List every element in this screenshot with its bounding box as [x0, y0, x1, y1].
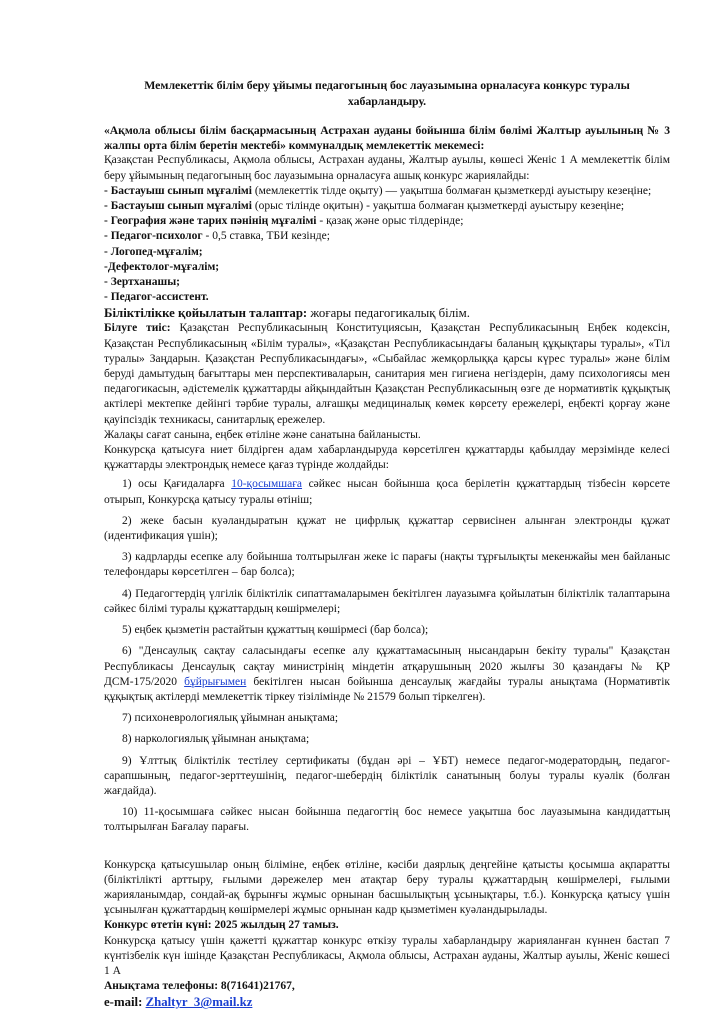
contact-phone: Анықтама телефоны: 8(71641)21767,	[104, 980, 295, 993]
extra-info: Конкурсқа қатысушылар оның біліміне, еңбек өтіліне, кәсіби даярлық деңгейіне қатысты қосымша ақпаратты (біліктілікті арттыру, ғылыми дәрежелер мен атақтар беру туралы құжаттардың көшірмелері, ғылыми жарияланымдар, сондай-ақ бұрынғы жұмыс орнынан басшылықтың ұсынықтары, т.б.). Конкурсқа қатысу үшін ұсынылған құжаттардың көшірмелері жұмыс орнынан кадр қызметімен куәландырылады.	[104, 858, 670, 917]
appendix-10-link[interactable]: 10-қосымшаға	[231, 478, 303, 491]
vacancy-item: - Зертханашы;	[104, 276, 181, 289]
knowledge-requirements: Білуге тиіс: Қазақстан Республикасының Конституциясын, Қазақстан Республикасының Еңбек кодексін, Қазақстан Республикасының «Білім туралы», «Қазақстан Республикасындағы баланың құқықтары туралы», «Тіл туралы» Заңдарын. Қазақстан Республикасындағы», «Сыбайлас жемқорлыққа қарсы күрес туралы» және білім беруді дамытудың бағыттары мен перспективаларын, санитария мен гигиена негіздерін, даму психологиясы мен педагогикасын, әдістемелік құжаттарды айқындайтын Қазақстан Республикасының өзге де нормативтік құқықтық актілері мектепке дейінгі тәрбие туралы, алғашқы медициналық көмек көрсету ережелері, еңбекті қорғау және қауіпсіздік техникасы, санитарлық ережелер.	[104, 322, 670, 426]
document-item-10: 10) 11-қосымшаға сәйкес нысан бойынша педагогтің бос немесе уақытша бос лауазымына кандидаттың толтырылған Бағалау парағы.	[104, 806, 670, 834]
salary-note: Жалақы сағат санына, еңбек өтіліне және санатына байланысты.	[104, 428, 421, 441]
contest-date: Конкурс өтетін күні: 2025 жылдың 27 тамыз.	[104, 919, 339, 932]
qualification-requirements: Біліктілікке қойылатын талаптар: жоғары педагогикалық білім.	[104, 306, 470, 321]
documents-intro: Конкурсқа қатысуға ниет білдірген адам хабарландыруда көрсетілген құжаттарды қабылдау мерзімінде келесі құжаттарды электрондық немесе қағаз түрінде жолдайды:	[104, 444, 670, 472]
email-link[interactable]: Zhaltyr_3@mail.kz	[145, 995, 253, 1010]
vacancy-item: - География және тарих пәнінің мұғалімі - қазақ және орыс тілдерінде;	[104, 215, 464, 228]
document-item-5: 5) еңбек қызметін растайтын құжаттың көшірмесі (бар болса);	[122, 624, 429, 637]
document-page	[104, 78, 670, 1010]
document-item-9: 9) Ұлттық біліктілік тестілеу сертификаты (бұдан әрі – ҰБТ) немесе педагог-модератордың, педагог-сарапшының, педагог-зерттеушінің, педагог-шебердің біліктілік санатының болуы туралы куәлік (болған жағдайда).	[104, 754, 670, 797]
order-link[interactable]: бұйрығымен	[184, 675, 247, 688]
document-item-6: 6) "Денсаулық сақтау саласындағы есепке алу құжаттамасының нысандарын бекіту туралы" Қазақстан Республикасы Денсаулық сақтау министрінің міндетін атқарушының 2020 жылғы 30 қазандағы № ҚР ДСМ-175/2020 бұйрығымен бекітілген нысан бойынша денсаулық жағдайы туралы анықтама (Нормативтік құқықтық актілерді мемлекеттік тіркеу тізілімінде № 21579 болып тіркелген).	[104, 645, 670, 703]
document-item-2: 2) жеке басын куәландыратын құжат не цифрлық құжаттар сервисінен алынған электронды құжат (идентификация үшін);	[104, 514, 670, 543]
document-item-3: 3) кадрларды есепке алу бойынша толтырылған жеке іс парағы (нақты тұрғылықты мекенжайы мен байланыс телефондары көрсетілген – бар болса);	[104, 551, 670, 579]
vacancy-item: -Дефектолог-мұғалім;	[104, 260, 220, 273]
document-item-4: 4) Педагогтердің үлгілік біліктілік сипаттамаларымен бекітілген лауазымға қойылатын біліктілік талаптарына сәйкес білімі туралы құжаттардың көшірмелері;	[104, 587, 670, 615]
submission-info: Конкурсқа қатысу үшін қажетті құжаттар конкурс өткізу туралы хабарландыру жарияланған күннен бастап 7 күнтізбелік күн ішінде Қазақстан Республикасы, Ақмола облысы, Астрахан ауданы, Жалтыр ауылы, Женіс көшесі 1 А	[104, 934, 670, 977]
organization-name: «Ақмола облысы білім басқармасының Астрахан ауданы бойынша білім бөлімі Жалтыр ауылының № 3 жалпы орта білім беретін мектебі» коммуналдық мемлекеттік мекемесі:	[104, 124, 670, 153]
vacancy-item: - Логопед-мұғалім;	[104, 245, 203, 258]
vacancy-item: - Бастауыш сынып мұғалімі (орыс тілінде оқитын) - уақытша болмаған қызметкерді ауыстыру кезеңіне;	[104, 200, 625, 213]
document-item-1: 1) осы Қағидаларға 10-қосымшаға сәйкес нысан бойынша қоса берілетін құжаттардың тізбесін көрсете отырып, Конкурсқа қатысу туралы өтініш;	[104, 478, 670, 506]
documents-list	[104, 477, 670, 835]
vacancy-item: - Педагог-психолог - 0,5 ставка, ТБИ кезінде;	[104, 230, 330, 243]
document-item-7: 7) психоневрологиялық ұйымнан анықтама;	[122, 712, 339, 725]
vacancy-list	[104, 184, 670, 306]
announcement-intro: Қазақстан Республикасы, Ақмола облысы, Астрахан ауданы, Жалтыр ауылы, көшесі Женіс 1 А мемлекеттік білім беру ұйымының педагогының бос лауазымына орналасуға ашық конкурс жариялайды:	[104, 154, 670, 182]
document-item-8: 8) наркологиялық ұйымнан анықтама;	[122, 733, 310, 746]
vacancy-item: - Педагог-ассистент.	[104, 291, 209, 304]
vacancy-item: - Бастауыш сынып мұғалімі (мемлекеттік тілде оқыту) — уақытша болмаған қызметкерді ауыстыру кезеңіне;	[104, 184, 652, 197]
page-title: Мемлекеттік білім беру ұйымы педагогының бос лауазымына орналасуға конкурс туралы хабарландыру.	[144, 78, 630, 108]
contact-email: e-mail: Zhaltyr_3@mail.kz	[104, 995, 253, 1010]
